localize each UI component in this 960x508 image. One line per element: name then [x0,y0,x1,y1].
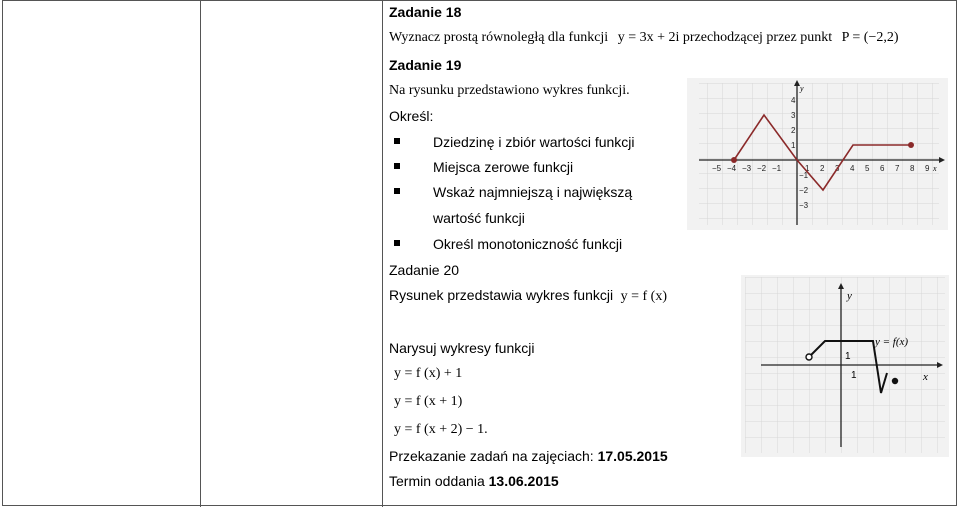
zad18-text-pre: Wyznacz prostą równoległą dla funkcji [389,30,609,45]
x-tick: 9 [925,164,930,173]
bullet-marker [394,188,400,194]
x-tick: −2 [757,164,767,173]
zad20-heading: Zadanie 20 [389,262,460,278]
endpoint-right [908,142,914,148]
x-tick: −1 [772,164,782,173]
isolated-point [892,378,898,384]
zad19-bullet-4: Określ monotoniczność funkcji [433,236,623,252]
zad19-heading: Zadanie 19 [389,57,462,73]
open-point [806,354,812,360]
zad20-graph-svg [741,275,949,457]
y-axis-label: y [800,84,804,93]
zad20-task: Narysuj wykresy funkcji [389,340,535,356]
handover-line [389,448,668,464]
x-tick: −3 [742,164,752,173]
x-tick: −4 [727,164,737,173]
zad19-bullet-3: Wskaż najmniejszą i największą [433,184,633,200]
zad20-formula-2: y = f (x + 1) [394,394,463,409]
bullet-marker [394,138,400,144]
handover-date: 17.05.2015 [597,448,668,464]
y-tick: 3 [791,111,796,120]
zad19-bullet-3-cont: wartość funkcji [433,210,525,226]
zad20-intro [389,287,667,305]
y-tick: 1 [845,351,851,362]
zad20-intro-text: Rysunek przedstawia wykres funkcji [389,287,614,303]
zad20-intro-formula: y = f (x) [620,289,667,304]
x-tick: 2 [820,164,825,173]
x-axis-label: x [933,164,937,173]
endpoint-left [731,157,737,163]
x-tick: 7 [895,164,900,173]
zad20-function-graph [741,275,949,457]
y-tick: −3 [799,201,809,210]
table-column-divider [382,1,383,507]
y-axis-label: y [847,290,852,302]
y-tick: 1 [791,141,796,150]
deadline-date: 13.06.2015 [488,473,559,489]
zad20-formula-3: y = f (x + 2) − 1. [394,422,488,437]
table-column-divider [200,1,201,507]
y-tick: 4 [791,96,796,105]
x-tick: 4 [850,164,855,173]
x-tick: 8 [910,164,915,173]
x-tick: 1 [851,370,857,381]
function-label: y = f(x) [875,336,909,348]
deadline-line [389,473,559,489]
x-tick: −5 [712,164,722,173]
grid [699,83,939,225]
zad19-intro: Na rysunku przedstawiono wykres funkcji. [389,83,630,98]
y-tick: −1 [799,171,809,180]
x-tick: 3 [835,164,840,173]
bullet-marker [394,240,400,246]
bullet-marker [394,163,400,169]
x-axis-label: x [923,371,928,383]
y-tick: 2 [791,126,796,135]
x-tick: 5 [865,164,870,173]
zad19-bullet-2: Miejsca zerowe funkcji [433,159,574,175]
handover-label: Przekazanie zadań na zajęciach: [389,448,594,464]
zad20-formula-1: y = f (x) + 1 [394,366,463,381]
zad18-point: P = (−2,2) [841,30,899,45]
zad18-heading: Zadanie 18 [389,4,462,20]
zad18-formula: y = 3x + 2 [617,30,676,45]
zad18-text-mid: i przechodzącej przez punkt [675,30,833,45]
y-tick: −2 [799,186,809,195]
x-tick: 6 [880,164,885,173]
zad18-text [389,30,899,46]
x-axis-arrow [939,157,945,163]
zad19-graph-svg [687,78,948,230]
zad19-okresl: Określ: [389,108,434,124]
x-tick: 1 [805,164,810,173]
zad19-bullet-1: Dziedzinę i zbiór wartości funkcji [433,134,635,150]
deadline-label: Termin oddania [389,473,485,489]
zad19-function-graph [687,78,948,230]
